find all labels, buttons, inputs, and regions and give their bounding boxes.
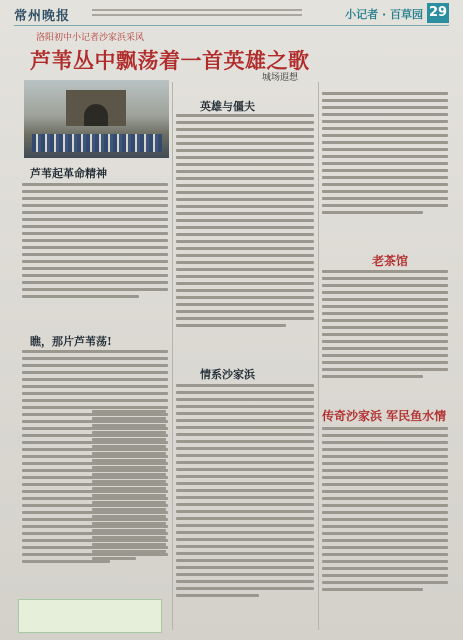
main-kicker: 洛阳初中小记者沙家浜采风 bbox=[36, 33, 145, 43]
article-title-6: 传奇沙家浜 军民鱼水情 bbox=[322, 409, 447, 423]
group-photo bbox=[24, 80, 169, 158]
header-info-lines bbox=[92, 6, 302, 19]
column-divider-2 bbox=[318, 82, 319, 630]
header-divider bbox=[14, 25, 449, 26]
masthead: 常州晚报 bbox=[14, 9, 71, 24]
article-body-2 bbox=[176, 114, 314, 331]
main-subtitle: 城场遐想 bbox=[262, 73, 299, 83]
footer-promo-box bbox=[18, 599, 162, 633]
page-number: 29 bbox=[427, 3, 449, 23]
article-title-2: 英雄与僵夫 bbox=[200, 100, 255, 113]
article-title-3: 老茶馆 bbox=[372, 254, 409, 268]
article-body-1 bbox=[22, 183, 168, 302]
article-body-4-continued bbox=[92, 410, 166, 564]
memorial-gate-image bbox=[66, 90, 126, 126]
article-body-6 bbox=[322, 427, 448, 595]
article-title-5: 情系沙家浜 bbox=[200, 368, 255, 381]
article-body-main bbox=[322, 92, 448, 218]
article-title-1: 芦苇起革命精神 bbox=[30, 167, 107, 180]
main-headline: 芦苇丛中飘荡着一首英雄之歌 bbox=[30, 48, 310, 73]
section-label: 小记者 · 百草园 bbox=[345, 8, 423, 21]
article-title-4: 瞧，那片芦苇荡! bbox=[30, 335, 112, 348]
article-body-5 bbox=[176, 384, 314, 601]
column-divider-1 bbox=[172, 82, 173, 630]
article-body-3 bbox=[322, 270, 448, 382]
students-crowd-image bbox=[32, 134, 162, 152]
